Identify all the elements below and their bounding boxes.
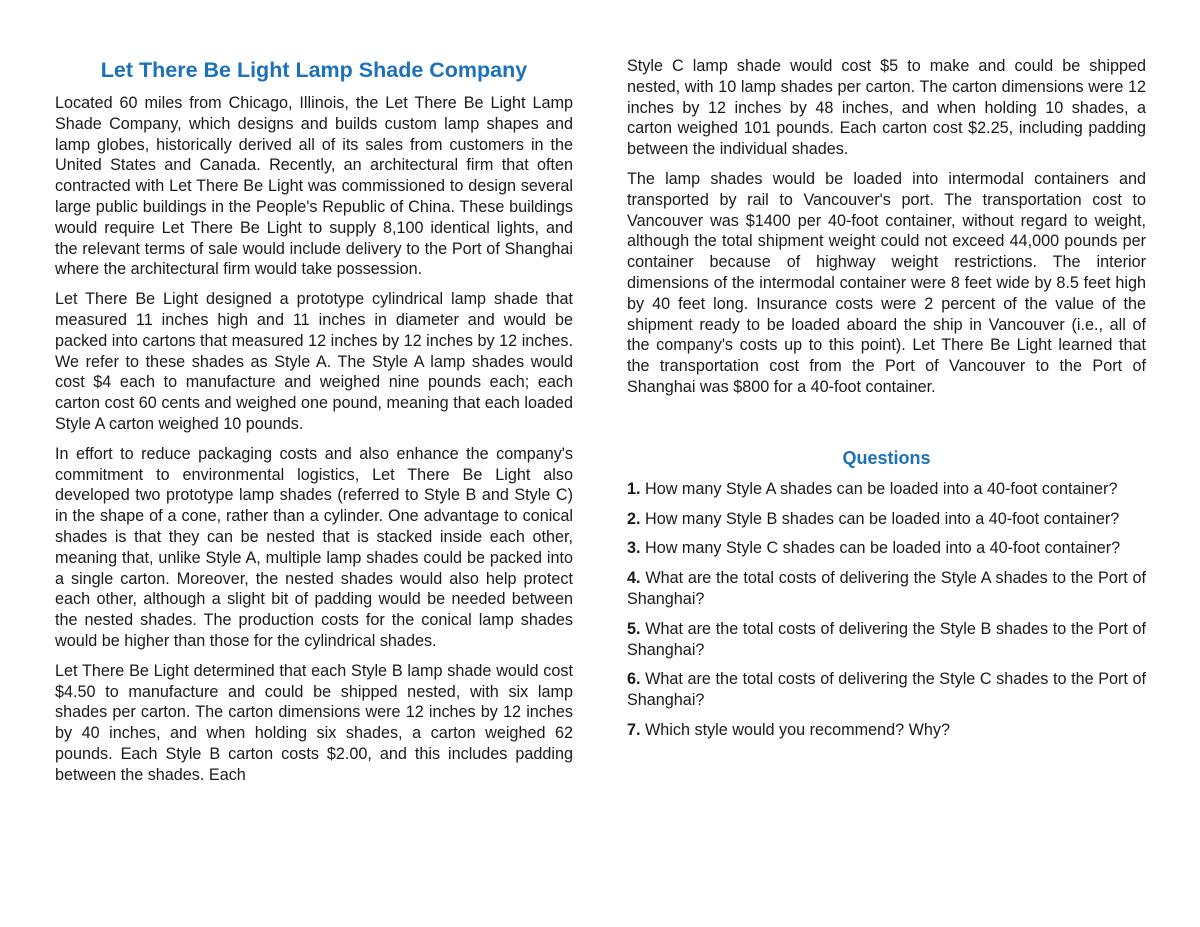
paragraph-style-b: Let There Be Light determined that each Style B lamp shade would cost $4.50 to manufacture and could be shipped nested, with six lamp shades per carton. The carton dimensions were 12 inches by 12 inches by 40 inches, and when holding six shades, a carton weighed 62 pounds. Each Style B carton costs $2.00, and this includes padding between the shades. Each <box>55 661 573 784</box>
question-item <box>627 509 1146 530</box>
questions-list <box>627 479 1146 741</box>
question-item <box>627 669 1146 711</box>
question-item <box>627 619 1146 661</box>
question-text: What are the total costs of delivering the Style A shades to the Port of Shanghai? <box>627 569 1147 608</box>
question-text: What are the total costs of delivering the Style B shades to the Port of Shanghai? <box>627 619 1146 659</box>
paragraph-transportation: The lamp shades would be loaded into intermodal containers and transported by rail to Vancouver's port. The transportation cost to Vancouver was $1400 per 40-foot container, without regard to weight, although the total shipment weight could not exceed 44,000 pounds per container because of highway weight restrictions. The interior dimensions of the intermodal container were 8 feet wide by 8.5 feet high by 40 feet long. Insurance costs were 2 percent of the value of the shipment ready to be loaded aboard the ship in Vancouver (i.e., all of the company's costs up to this point). Let There Be Light learned that the transportation cost from the Port of Vancouver to the Port of Shanghai was $800 for a 40-foot container. <box>627 169 1146 396</box>
paragraph-conical-shades: In effort to reduce packaging costs and also enhance the company's commitment to environmental logistics, Let There Be Light also developed two prototype lamp shades (referred to Style B and Style C) in the shape of a cone, rather than a cylinder. One advantage to conical shades is that they can be nested that is stacked inside each other, meaning that, unlike Style A, multiple lamp shades could be packed into a single carton. Moreover, the nested shades would also help protect each other, although a slight bit of padding would be needed between the nested shades. The production costs for the conical lamp shades would be higher than those for the cylindrical shades. <box>55 444 573 650</box>
question-number: 5. <box>627 619 641 638</box>
question-text: What are the total costs of delivering the Style C shades to the Port of Shanghai? <box>627 670 1146 710</box>
question-text: Which style would you recommend? Why? <box>645 720 951 739</box>
question-text: How many Style C shades can be loaded into a 40-foot container? <box>645 539 1121 558</box>
question-number: 3. <box>627 539 641 558</box>
paragraph-style-c: Style C lamp shade would cost $5 to make and could be shipped nested, with 10 lamp shades per carton. The carton dimensions were 12 inches by 12 inches by 48 inches, and when holding 10 shades, a carton weighed 101 pounds. Each carton cost $2.25, including padding between the individual shades. <box>627 57 1146 159</box>
paragraph-intro: Located 60 miles from Chicago, Illinois, the Let There Be Light Lamp Shade Company, which designs and builds custom lamp shapes and lamp globes, historically derived all of its sales from customers in the United States and Canada. Recently, an architectural firm that often contracted with Let There Be Light was commissioned to design several large public buildings in the People's Republic of China. These buildings would require Let There Be Light to supply 8,100 identical lights, and the relevant terms of sale would include delivery to the Port of Shanghai where the architectural firm would take possession. <box>55 94 573 279</box>
question-number: 2. <box>627 509 641 528</box>
question-number: 4. <box>627 569 641 588</box>
right-column <box>627 56 1146 750</box>
question-item <box>627 479 1146 500</box>
question-number: 6. <box>627 670 641 689</box>
question-number: 7. <box>627 720 641 739</box>
questions-heading: Questions <box>842 447 931 468</box>
document-title: Let There Be Light Lamp Shade Company <box>100 58 528 82</box>
paragraph-style-a: Let There Be Light designed a prototype cylindrical lamp shade that measured 11 inches high and 11 inches in diameter and would be packed into cartons that measured 12 inches by 12 inches by 12 inches. We refer to these shades as Style A. The Style A lamp shades would cost $4 each to manufacture and weighed nine pounds each; each carton cost 60 cents and weighed one pound, meaning that each loaded Style A carton weighed 10 pounds. <box>55 290 573 433</box>
question-item <box>627 538 1146 559</box>
question-text: How many Style A shades can be loaded into a 40-foot container? <box>645 479 1118 498</box>
left-column <box>55 56 573 795</box>
question-text: How many Style B shades can be loaded into a 40-foot container? <box>645 509 1120 528</box>
question-item <box>627 720 1146 741</box>
question-number: 1. <box>627 479 641 498</box>
question-item <box>627 568 1146 610</box>
